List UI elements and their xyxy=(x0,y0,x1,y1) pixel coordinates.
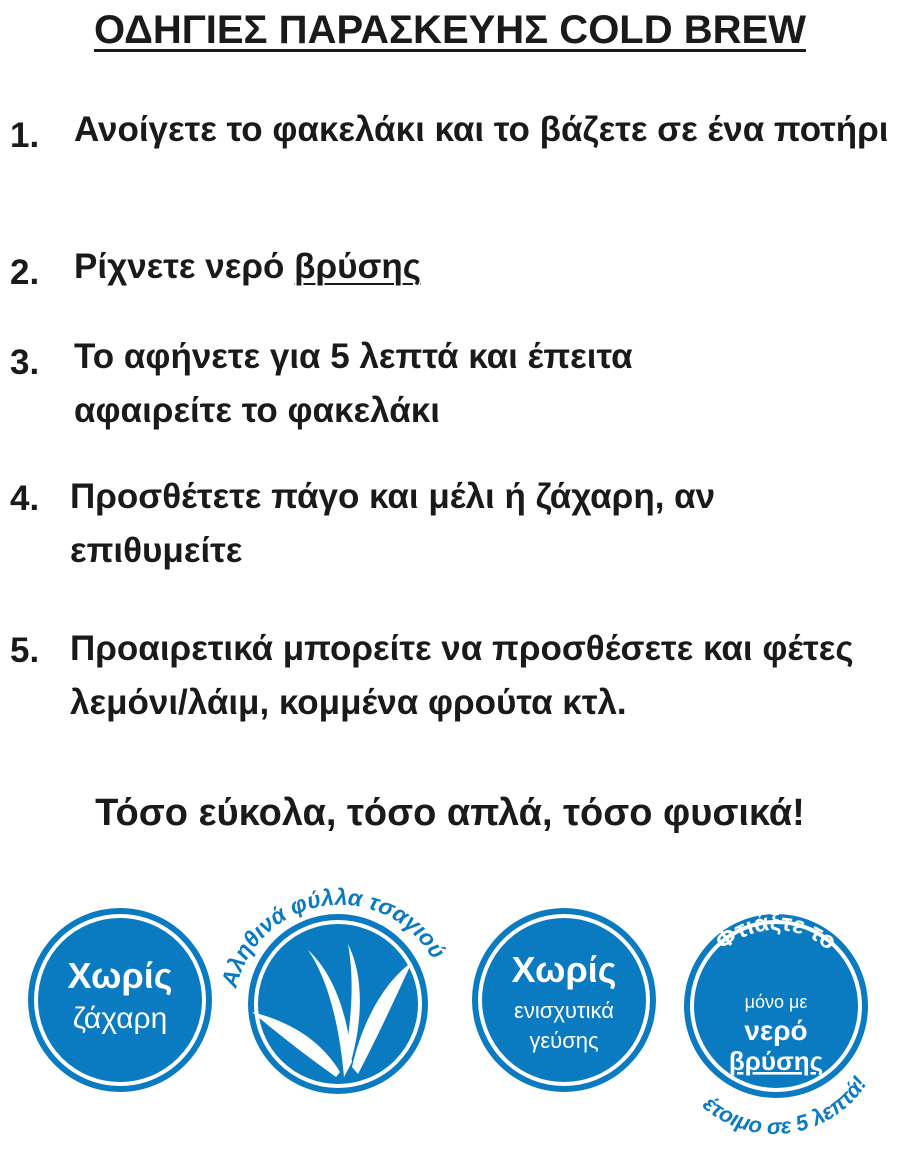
no-sugar-badge xyxy=(22,902,218,1098)
step-text: Ανοίγετε το φακελάκι και το βάζετε σε ένα ποτήρι xyxy=(74,110,889,149)
step-text: Το αφήνετε για 5 λεπτά και έπειτα αφαιρείτε το φακελάκι xyxy=(74,337,633,430)
title-text: ΟΔΗΓΙΕΣ ΠΑΡΑΣΚΕΥΗΣ COLD BREW xyxy=(94,8,806,52)
badge-subtext: μόνο με xyxy=(744,992,808,1012)
badge-subtext: ζάχαρη xyxy=(72,1002,168,1035)
badge-subtext: ενισχυτικά xyxy=(514,998,614,1023)
real-tea-leaves-badge xyxy=(212,862,464,1114)
step-number: 5. xyxy=(10,631,40,670)
tap-water-badge xyxy=(660,894,892,1146)
badge-arc-text: Αληθινά φύλλα τσαγιού xyxy=(215,883,452,991)
badge-arc-bottom: έτοιμο σε 5 λεπτά! xyxy=(698,1071,872,1139)
no-flavor-enhancers-badge xyxy=(466,902,662,1098)
step-number: 4. xyxy=(10,479,40,518)
badge-heading: Χωρίς xyxy=(511,949,617,990)
badge-heading: Χωρίς xyxy=(67,955,173,996)
step-number: 1. xyxy=(10,116,40,155)
step-number: 2. xyxy=(10,253,40,292)
badge-outer-circle xyxy=(28,908,212,1092)
badge-arc-top: Φτιάξτε το xyxy=(710,908,842,956)
step-number: 3. xyxy=(10,343,40,382)
badge-heading-underlined: βρύσης xyxy=(728,1046,824,1076)
step-text: Προαιρετικά μπορείτε να προσθέσετε και φέτες λεμόνι/λάιμ, κομμένα φρούτα κτλ. xyxy=(70,629,854,722)
page-title xyxy=(0,6,900,54)
badge-heading: νερό xyxy=(744,1015,808,1046)
step-text: Προσθέτετε πάγο και μέλι ή ζάχαρη, αν επιθυμείτε xyxy=(70,477,716,570)
badge-subtext: γεύσης xyxy=(529,1028,599,1053)
badge-row xyxy=(0,862,900,1151)
step-text-underlined: βρύσης xyxy=(294,247,422,286)
step-text xyxy=(74,240,889,294)
step-text-plain: Ρίχνετε νερό xyxy=(74,247,295,286)
slogan: Τόσο εύκολα, τόσο απλά, τόσο φυσικά! xyxy=(95,792,805,834)
